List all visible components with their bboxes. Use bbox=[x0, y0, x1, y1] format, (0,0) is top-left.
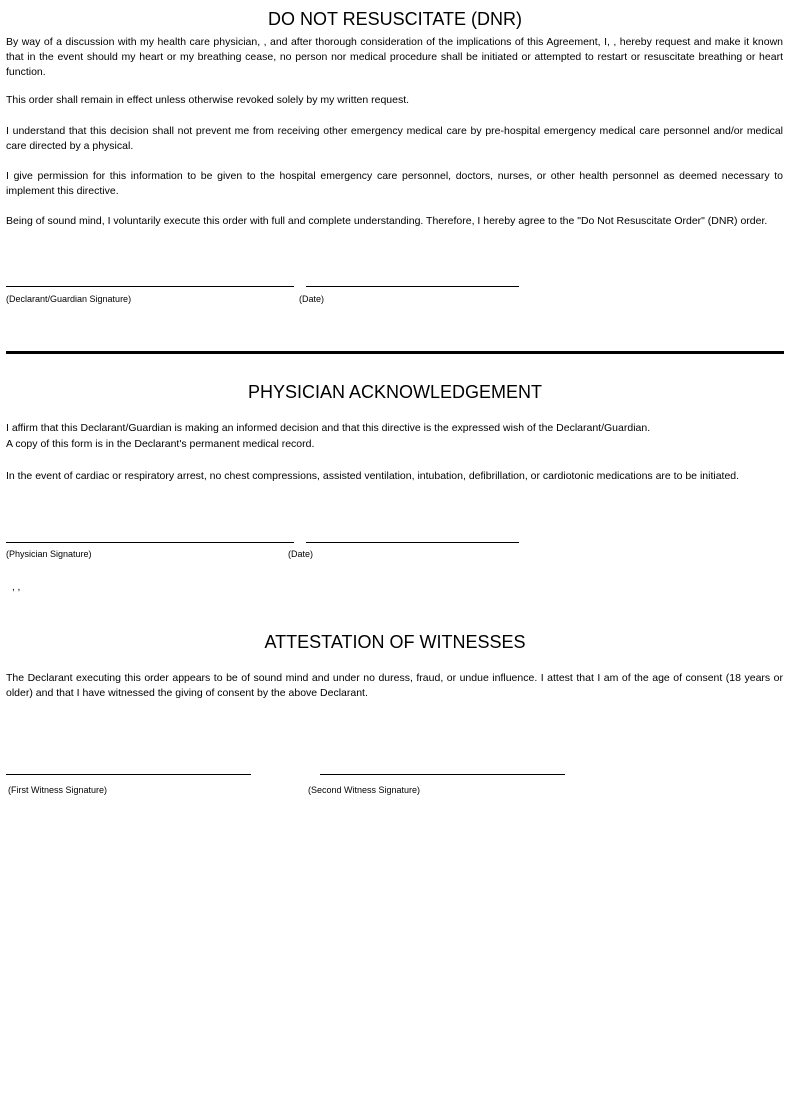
dnr-paragraph-1: By way of a discussion with my health care physician, , and after thorough consideration of the implications of this Agreement, I, , hereby request and make it known that in the event should my heart or my breathing cease, no person nor medical procedure shall be initiated or attempted to restart or resuscitate breathing or heart function. bbox=[6, 36, 783, 78]
declarant-signature-line[interactable] bbox=[6, 286, 294, 287]
physician-date-label: (Date) bbox=[288, 549, 314, 559]
physician-signature-line[interactable] bbox=[6, 542, 294, 543]
second-witness-label: (Second Witness Signature) bbox=[308, 785, 421, 795]
witnesses-title: ATTESTATION OF WITNESSES bbox=[264, 632, 526, 652]
dnr-paragraph-4: I give permission for this information to be given to the hospital emergency care personnel, doctors, nurses, or other health personnel as deemed necessary to implement this directive. bbox=[6, 170, 783, 197]
declarant-date-line[interactable] bbox=[306, 286, 519, 287]
declarant-signature-label: (Declarant/Guardian Signature) bbox=[6, 294, 132, 304]
physician-date-line[interactable] bbox=[306, 542, 519, 543]
physician-title: PHYSICIAN ACKNOWLEDGEMENT bbox=[247, 382, 543, 402]
second-witness-signature-line[interactable] bbox=[320, 774, 565, 775]
physician-signature-label: (Physician Signature) bbox=[6, 549, 92, 559]
witnesses-paragraph: The Declarant executing this order appears to be of sound mind and under no duress, fraud, or undue influence. I attest that I am of the age of consent (18 years or older) and that I have witnessed the giving of consent by the above Declarant. bbox=[6, 672, 783, 699]
dnr-paragraph-3: I understand that this decision shall not prevent me from receiving other emergency medical care by pre-hospital emergency medical care personnel and/or medical care directed by a physical. bbox=[6, 125, 783, 152]
physician-paragraph-3: In the event of cardiac or respiratory arrest, no chest compressions, assisted ventilation, intubation, defibrillation, or cardiotonic medications are to be initiated. bbox=[6, 470, 740, 482]
dnr-title: DO NOT RESUSCITATE (DNR) bbox=[267, 9, 522, 29]
first-witness-label: (First Witness Signature) bbox=[8, 785, 108, 795]
physician-trailing-text: , , bbox=[12, 582, 21, 593]
physician-paragraph-2: A copy of this form is in the Declarant's permanent medical record. bbox=[6, 438, 315, 450]
dnr-paragraph-5: Being of sound mind, I voluntarily execute this order with full and complete understanding. Therefore, I hereby agree to the "Do Not Resuscitate Order" (DNR) order. bbox=[6, 215, 768, 227]
first-witness-signature-line[interactable] bbox=[6, 774, 251, 775]
declarant-date-label: (Date) bbox=[299, 294, 325, 304]
physician-paragraph-1: I affirm that this Declarant/Guardian is making an informed decision and that this directive is the expressed wish of the Declarant/Guardian. bbox=[6, 422, 651, 434]
dnr-paragraph-2: This order shall remain in effect unless otherwise revoked solely by my written request. bbox=[6, 94, 410, 106]
section-divider bbox=[6, 351, 784, 354]
